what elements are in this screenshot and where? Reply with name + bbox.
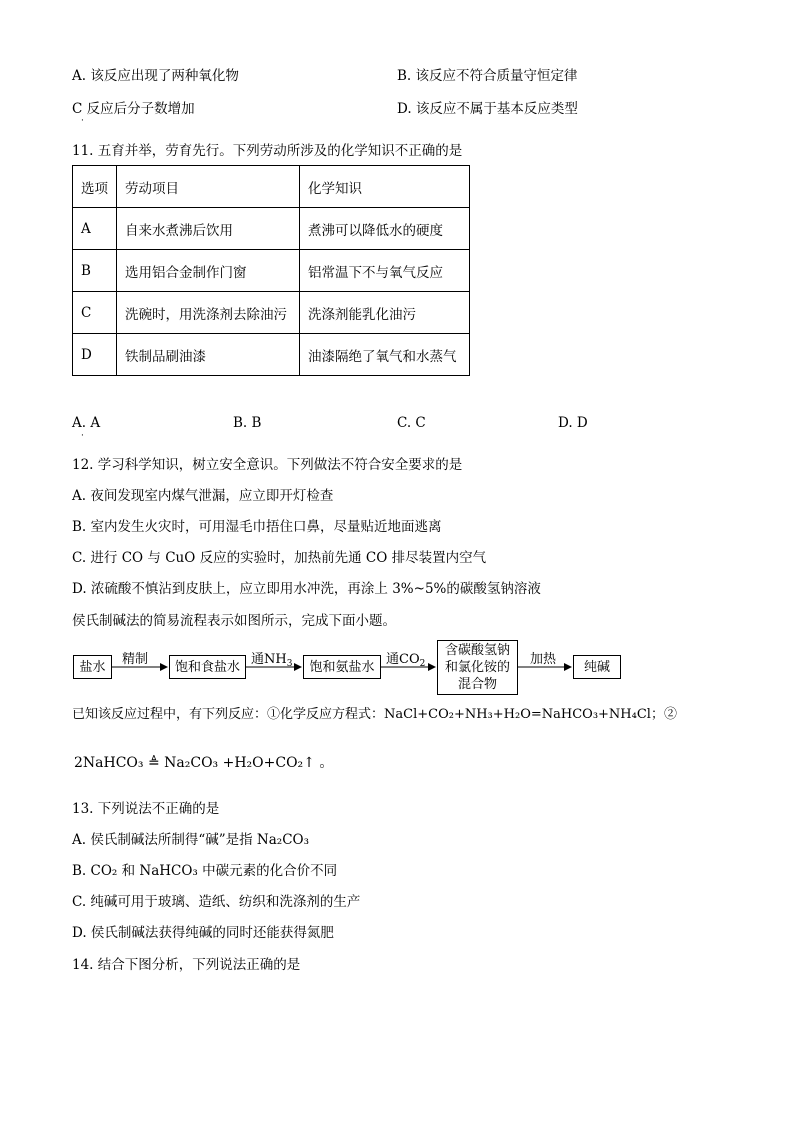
known-reactions-line: 已知该反应过程中，有下列反应：①化学反应方程式：NaCl+CO₂+NH₃+H₂O=NaHCO₃+NH₄Cl；② bbox=[72, 707, 677, 722]
q13-option-c: C. 纯碱可用于玻璃、造纸、纺织和洗涤剂的生产 bbox=[72, 894, 361, 910]
table-cell: 洗涤剂能乳化油污 bbox=[300, 292, 470, 334]
table-header-cell: 化学知识 bbox=[300, 166, 470, 208]
q11-stem: 11. 五育并举，劳育先行。下列劳动所涉及的化学知识不正确的是 bbox=[72, 143, 463, 159]
table-cell: C bbox=[73, 292, 117, 334]
flow-label-nh3: 通$NH_3$ bbox=[251, 652, 293, 669]
q12-stem: 12. 学习科学知识，树立安全意识。下列做法不符合安全要求的是 bbox=[72, 457, 463, 473]
flow-box-ammoniated-brine: 饱和氨盐水 bbox=[303, 655, 381, 679]
flow-label-heat: 加热 bbox=[530, 652, 557, 667]
flow-box-mixture-line1: 含碳酸氢钠 bbox=[444, 643, 510, 658]
q12-option-b: B. 室内发生火灾时，可用湿毛巾捂住口鼻，尽量贴近地面逃离 bbox=[72, 519, 442, 535]
table-cell: A bbox=[73, 208, 117, 250]
flow-box-soda-ash: 纯碱 bbox=[573, 655, 621, 679]
flow-box-mixture bbox=[437, 640, 518, 695]
q11-option-d: D. D bbox=[558, 415, 588, 431]
q10-option-a: A. 该反应出现了两种氧化物 bbox=[72, 68, 239, 84]
flow-label-co2: 通$CO_2$ bbox=[386, 652, 426, 669]
table-cell: 自来水煮沸后饮用 bbox=[117, 208, 300, 250]
flow-box-mixture-line2: 和氯化铵的 bbox=[444, 660, 510, 675]
dot-mark: · bbox=[81, 431, 84, 441]
table-cell: B bbox=[73, 250, 117, 292]
q11-option-c: C. C bbox=[397, 415, 426, 431]
table-cell: D bbox=[73, 334, 117, 376]
table-header-cell: 选项 bbox=[73, 166, 117, 208]
equation-decomposition: 2NaHCO₃ ≜ Na₂CO₃ +H₂O+CO₂↑ 。 bbox=[74, 755, 334, 771]
table-cell: 煮沸可以降低水的硬度 bbox=[300, 208, 470, 250]
dot-mark: · bbox=[81, 116, 84, 126]
q10-option-c: C 反应后分子数增加 bbox=[72, 101, 195, 117]
q11-option-b: B. B bbox=[233, 415, 262, 431]
section-intro: 侯氏制碱法的简易流程表示如图所示，完成下面小题。 bbox=[72, 613, 396, 629]
flow-label-refine: 精制 bbox=[122, 652, 149, 667]
table-cell: 铝常温下不与氧气反应 bbox=[300, 250, 470, 292]
q12-option-a: A. 夜间发现室内煤气泄漏，应立即开灯检查 bbox=[72, 488, 334, 504]
q12-option-c: C. 进行 CO 与 CuO 反应的实验时，加热前先通 CO 排尽装置内空气 bbox=[72, 550, 487, 566]
table-cell: 铁制品刷油漆 bbox=[117, 334, 300, 376]
q12-option-d: D. 浓硫酸不慎沾到皮肤上，应立即用水冲洗，再涂上 3%~5%的碳酸氢钠溶液 bbox=[72, 581, 541, 597]
flow-box-saturated-brine: 饱和食盐水 bbox=[169, 655, 246, 679]
q10-option-d: D. 该反应不属于基本反应类型 bbox=[397, 101, 578, 117]
q13-option-b: B. CO₂ 和 NaHCO₃ 中碳元素的化合价不同 bbox=[72, 863, 338, 879]
q10-option-b: B. 该反应不符合质量守恒定律 bbox=[397, 68, 578, 84]
q13-stem: 13. 下列说法不正确的是 bbox=[72, 801, 220, 817]
table-cell: 选用铝合金制作门窗 bbox=[117, 250, 300, 292]
q13-option-d: D. 侯氏制碱法获得纯碱的同时还能获得氮肥 bbox=[72, 925, 334, 941]
table-cell: 油漆隔绝了氧气和水蒸气 bbox=[300, 334, 470, 376]
table-cell: 洗碗时，用洗涤剂去除油污 bbox=[117, 292, 300, 334]
table-header-cell: 劳动项目 bbox=[117, 166, 300, 208]
flow-box-brine: 盐水 bbox=[73, 655, 112, 679]
q14-stem: 14. 结合下图分析，下列说法正确的是 bbox=[72, 957, 301, 973]
q11-option-a: A. A bbox=[72, 415, 101, 431]
flow-box-mixture-line3: 混合物 bbox=[457, 677, 497, 692]
q13-option-a: A. 侯氏制碱法所制得“碱”是指 Na₂CO₃ bbox=[72, 832, 310, 848]
